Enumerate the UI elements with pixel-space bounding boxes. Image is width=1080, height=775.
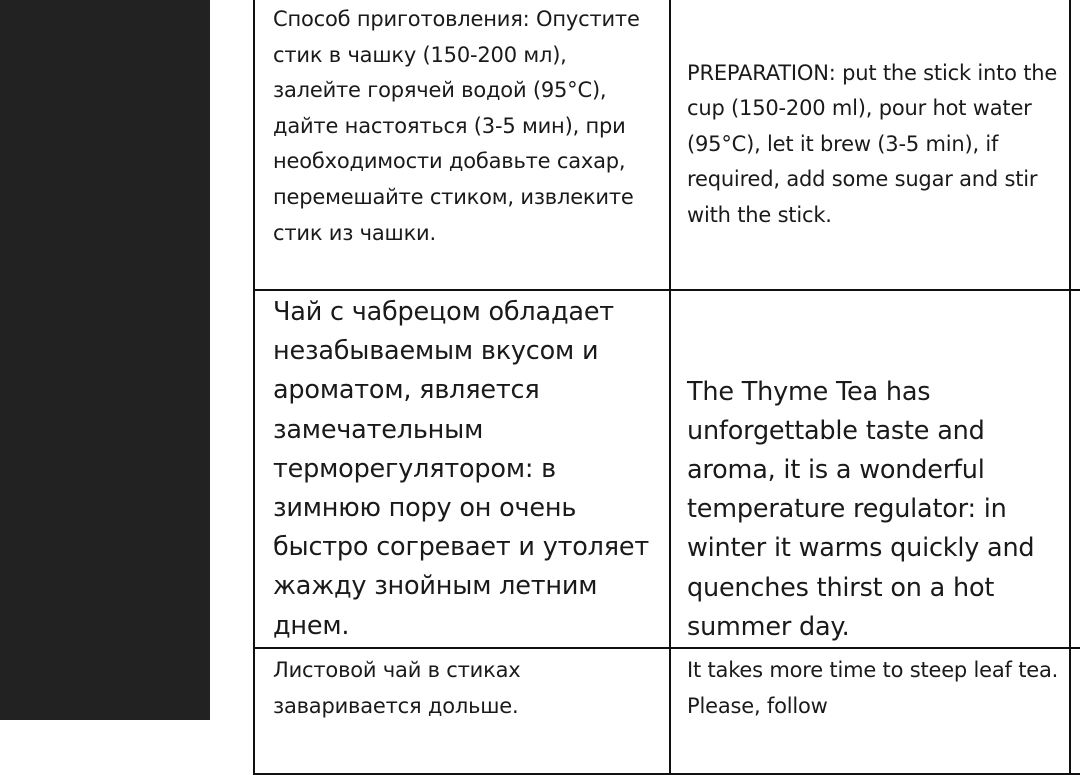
table-row bbox=[254, 648, 1080, 774]
translation-table bbox=[253, 0, 1080, 775]
table-cell-english[interactable] bbox=[670, 648, 1070, 774]
table-cell-russian[interactable] bbox=[254, 0, 670, 290]
table-cell-empty[interactable] bbox=[1070, 648, 1080, 774]
table-cell-russian[interactable] bbox=[254, 648, 670, 774]
leaf-tea-text-en: It takes more time to steep leaf tea. Please, follow bbox=[687, 658, 1059, 718]
document-page bbox=[210, 0, 1080, 720]
table-cell-empty[interactable] bbox=[1070, 290, 1080, 648]
description-text-ru: Чай с чабрецом обладает незабываемым вкусом и ароматом, является замечательным терморегулятором: в зимнюю пору он очень быстро согревает и утоляет жажду знойным летним днем. bbox=[273, 297, 650, 641]
table-cell-russian[interactable] bbox=[254, 290, 670, 648]
leaf-tea-text-ru: Листовой чай в стиках заваривается дольше. bbox=[273, 658, 521, 718]
table-row bbox=[254, 290, 1080, 648]
description-text-en: The Thyme Tea has unforgettable taste and aroma, it is a wonderful temperature regulator: in winter it warms quickly and quenches thirst on a hot summer day. bbox=[687, 376, 1035, 642]
preparation-text-ru: Способ приготовления: Опустите стик в чашку (150-200 мл), залейте горячей водой (95°С), дайте настояться (3-5 мин), при необходимости добавьте сахар, перемешайте стиком, извлеките стик из чашки. bbox=[273, 7, 640, 245]
table-cell-english[interactable] bbox=[670, 0, 1070, 290]
table-row bbox=[254, 0, 1080, 290]
dark-side-panel bbox=[0, 0, 210, 720]
preparation-text-en: PREPARATION: put the stick into the cup (150-200 ml), pour hot water (95°C), let it brew (3-5 min), if required, add some sugar and stir with the stick. bbox=[687, 60, 1058, 227]
table-cell-english[interactable] bbox=[670, 290, 1070, 648]
table-cell-empty[interactable] bbox=[1070, 0, 1080, 290]
